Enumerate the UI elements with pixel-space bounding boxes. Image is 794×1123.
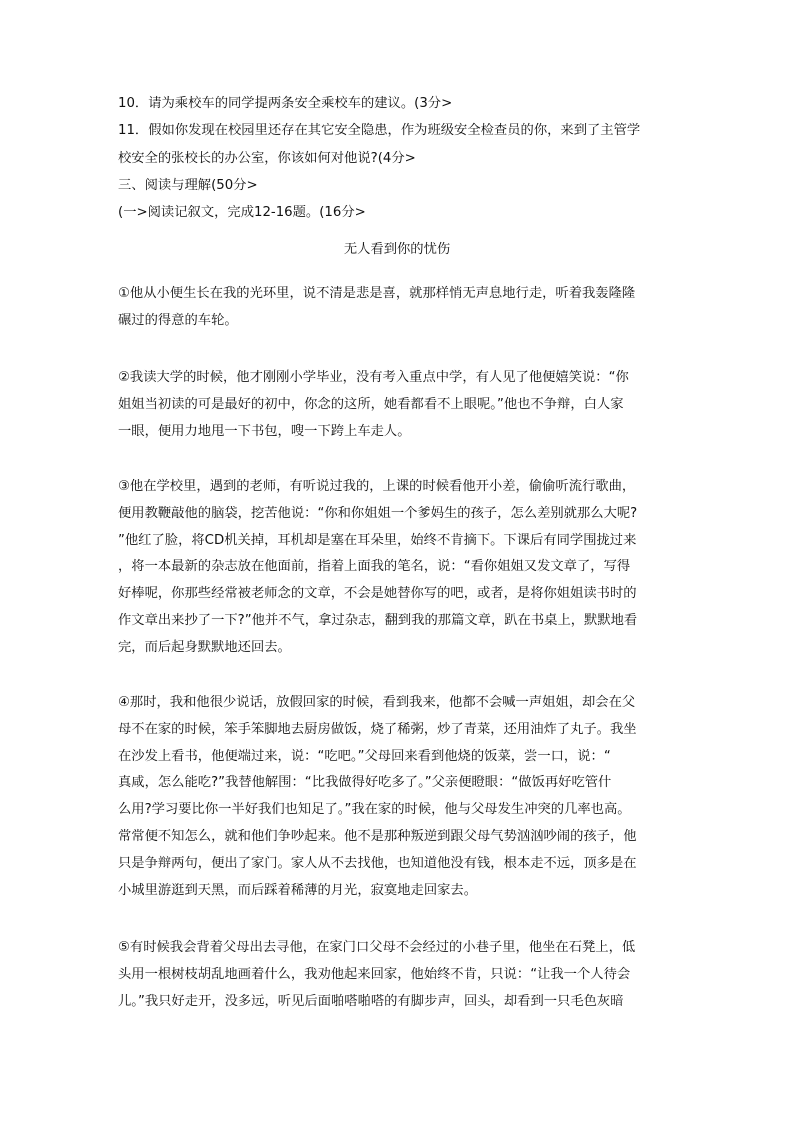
question-10: 10．请为乘校车的同学提两条安全乘校车的建议。(3分> [118, 96, 453, 111]
paragraph-line: ”他红了脸，将CD机关掉，耳机却是塞在耳朵里，始终不肯摘下。下课后有同学围拢过来 [118, 532, 637, 548]
paragraph-line: ④那时，我和他很少说话，放假回家的时候，看到我来，他都不会喊一声姐姐，却会在父 [118, 695, 636, 710]
paragraph-line: 么用?学习要比你一半好我们也知足了。”我在家的时候，他与父母发生冲突的几率也高。 [118, 802, 631, 818]
question-11-line-1: 11．假如你发现在校园里还存在其它安全隐患，作为班级安全检查员的你，来到了主管学 [118, 123, 641, 138]
paragraph-line: ②我读大学的时候，他才刚刚小学毕业，没有考入重点中学，有人见了他便嬉笑说：“你 [118, 370, 629, 385]
paragraph-line: 碾过的得意的车轮。 [118, 312, 238, 328]
paragraph-line: 小城里游逛到天黑，而后踩着稀薄的月光，寂寞地走回家去。 [118, 882, 478, 898]
paragraph-line: 只是争辩两句，便出了家门。家人从不去找他，也知道他没有钱，根本走不远，顶多是在 [118, 855, 637, 871]
section-3-heading: 三、阅读与理解(50分> [118, 178, 258, 193]
paragraph-line: 便用教鞭敲他的脑袋，挖苦他说：“你和你姐姐一个爹妈生的孩子，怎么差别就那么大呢? [118, 505, 638, 521]
paragraph-line: 头用一根树枝胡乱地画着什么，我劝他起来回家，他始终不肯，只说：“让我一个人待会 [118, 966, 631, 982]
paragraph-line: 完，而后起身默默地还回去。 [118, 639, 291, 655]
paragraph-line: ①他从小便生长在我的光环里，说不清是悲是喜，就那样悄无声息地行走，听着我轰隆隆 [118, 286, 636, 301]
paragraph-line: 好棒呢，你那些经常被老师念的文章，不会是她替你写的吧，或者，是将你姐姐读书时的 [118, 586, 637, 602]
paragraph-line: 真咸，怎么能吃?”我替他解围：“比我做得好吃多了。”父亲便瞪眼：“做饭再好吃管什 [118, 775, 612, 791]
paragraph-1 [118, 281, 678, 335]
paragraph-line: 母不在家的时候，笨手笨脚地去厨房做饭，烧了稀粥，炒了青菜，还用油炸了丸子。我坐 [118, 721, 637, 737]
subsection-1-heading: (一>阅读记叙文，完成12-16题。(16分> [118, 205, 366, 220]
article-title: 无人看到你的忧伤 [343, 242, 451, 257]
paragraph-3 [118, 474, 678, 662]
paragraph-line: 作文章出来抄了一下?”他并不气，拿过杂志，翻到我的那篇文章，趴在书桌上，默默地看 [118, 612, 638, 628]
paragraph-line: 儿。”我只好走开，没多远，听见后面啪嗒啪嗒的有脚步声，回头，却看到一只毛色灰暗 [118, 993, 624, 1009]
paragraph-5 [118, 935, 678, 1015]
paragraph-line: ，将一本最新的杂志放在他面前，指着上面我的笔名，说：“看你姐姐又发文章了，写得 [118, 559, 631, 575]
paragraph-2 [118, 365, 678, 445]
paragraph-line: ③他在学校里，遇到的老师，有听说过我的，上课的时候看他开小差，偷偷听流行歌曲， [118, 479, 636, 494]
paragraph-line: 在沙发上看书，他便端过来，说：“吃吧。”父母回来看到他烧的饭菜，尝一口，说：“ [118, 748, 611, 764]
paragraph-line: 常常便不知怎么，就和他们争吵起来。他不是那种叛逆到跟父母气势汹汹吵闹的孩子，他 [118, 828, 637, 844]
question-11-line-2: 校安全的张校长的办公室，你该如何对他说?(4分> [118, 151, 416, 166]
paragraph-line: 姐姐当初读的可是最好的初中，你念的这所，她看都看不上眼呢。”他也不争辩，白人家 [118, 396, 624, 412]
paragraph-line: 一眼，便用力地甩一下书包，嗖一下跨上车走人。 [118, 423, 411, 439]
paragraph-line: ⑤有时候我会背着父母出去寻他，在家门口父母不会经过的小巷子里，他坐在石凳上，低 [118, 940, 636, 955]
paragraph-4 [118, 690, 678, 904]
